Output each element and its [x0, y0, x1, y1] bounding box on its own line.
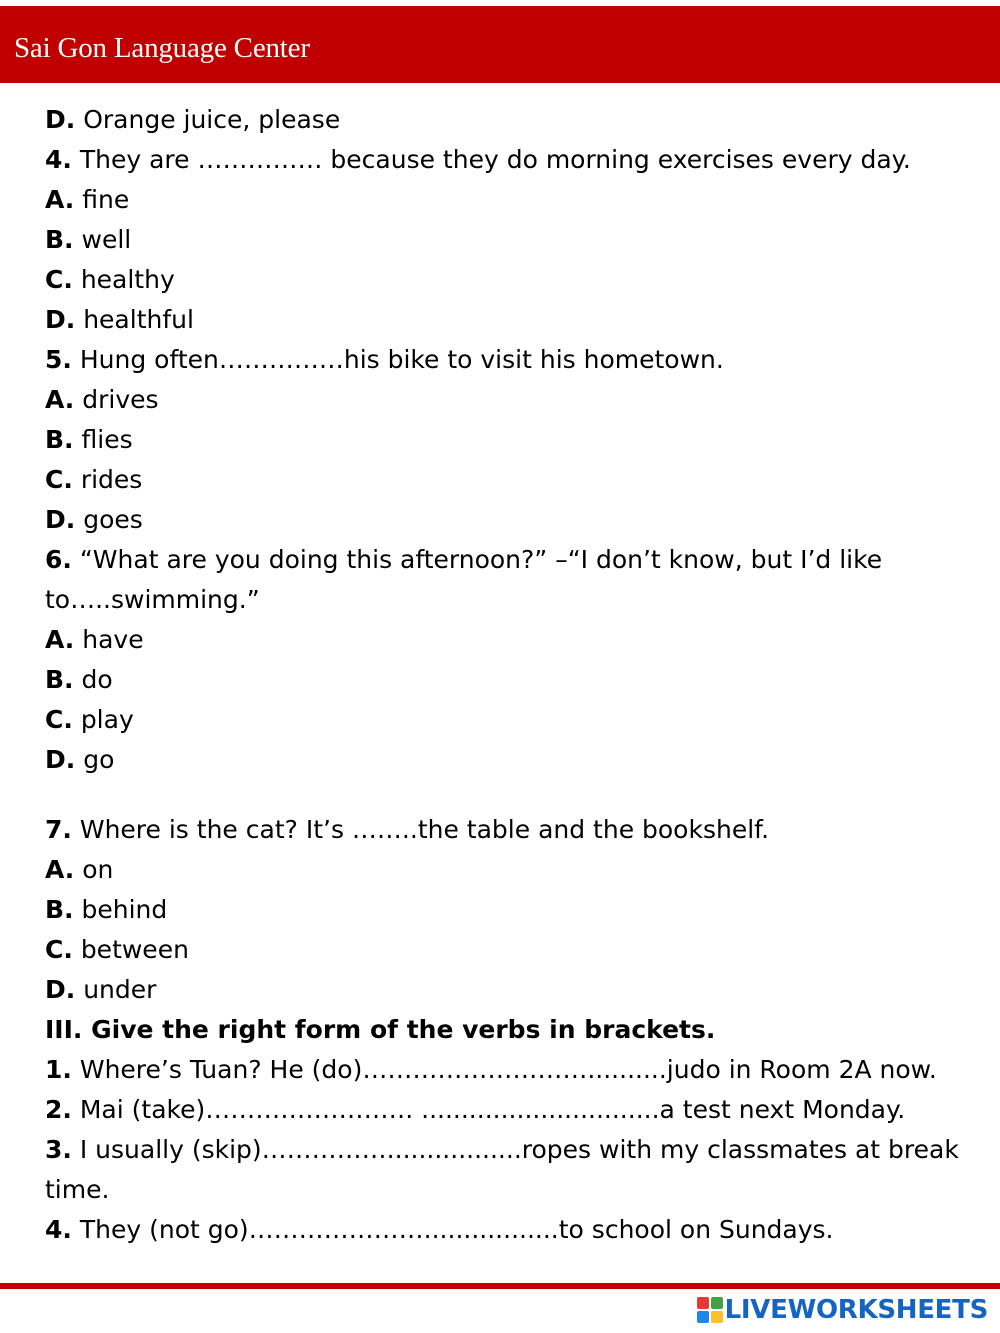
option-label: C.	[45, 465, 73, 494]
logo-text: LIVEWORKSHEETS	[724, 1295, 988, 1325]
question-number: 5.	[45, 345, 72, 374]
exercise-text: Where’s Tuan? He (do)………………………..........judo in Room 2A now.	[79, 1055, 937, 1084]
logo-square-blue	[697, 1311, 709, 1323]
exercise-text: Mai (take)……………………. ..............................a test next Monday.	[79, 1095, 906, 1124]
option-text: under	[83, 975, 157, 1004]
exercise-number: 4.	[45, 1215, 72, 1244]
option-label: B.	[45, 895, 74, 924]
question-text: “What are you doing this afternoon?” –“I don’t know, but I’d like to…..swimming.”	[45, 545, 883, 614]
option-label: C.	[45, 705, 73, 734]
option-label: B.	[45, 225, 74, 254]
exercise-text: They (not go)………………….................to school on Sundays.	[79, 1215, 834, 1244]
question-number: 7.	[45, 815, 72, 844]
question-text: Where is the cat? It’s ……..the table and the bookshelf.	[79, 815, 770, 844]
option-label: A.	[45, 625, 75, 654]
question-4-option-d[interactable]	[45, 300, 980, 340]
question-text: They are …………… because they do morning exercises every day.	[79, 145, 911, 174]
option-label: B.	[45, 665, 74, 694]
question-number: 6.	[45, 545, 72, 574]
option-label: D.	[45, 505, 76, 534]
option-text: rides	[80, 465, 143, 494]
question-5	[45, 340, 980, 380]
option-label: A.	[45, 185, 75, 214]
option-text: play	[80, 705, 134, 734]
question-7-option-d[interactable]	[45, 970, 980, 1010]
option-text: healthful	[83, 305, 194, 334]
logo-square-yellow	[711, 1311, 723, 1323]
question-6-option-c[interactable]	[45, 700, 980, 740]
exercise-number: 3.	[45, 1135, 72, 1164]
verb-exercise-2	[45, 1090, 980, 1130]
option-text: flies	[81, 425, 133, 454]
question-6-option-a[interactable]	[45, 620, 980, 660]
question-4-option-c[interactable]	[45, 260, 980, 300]
logo-square-red	[697, 1297, 709, 1309]
section-3-title: III. Give the right form of the verbs in brackets.	[45, 1015, 716, 1044]
option-label: A.	[45, 855, 75, 884]
option-text: behind	[81, 895, 168, 924]
question-6-option-d[interactable]	[45, 740, 980, 780]
question-7-option-a[interactable]	[45, 850, 980, 890]
question-6-option-b[interactable]	[45, 660, 980, 700]
question-5-option-a[interactable]	[45, 380, 980, 420]
option-label: D.	[45, 745, 76, 774]
question-7-option-b[interactable]	[45, 890, 980, 930]
option-label: D.	[45, 975, 76, 1004]
option-label: B.	[45, 425, 74, 454]
option-label: C.	[45, 935, 73, 964]
question-5-option-b[interactable]	[45, 420, 980, 460]
verb-exercise-3	[45, 1130, 980, 1210]
question-4-option-b[interactable]	[45, 220, 980, 260]
liveworksheets-logo-icon	[697, 1297, 723, 1323]
option-text: drives	[82, 385, 159, 414]
exercise-number: 1.	[45, 1055, 72, 1084]
exercise-text: I usually (skip)…………….................ropes with my classmates at break time.	[45, 1135, 959, 1204]
option-text: healthy	[80, 265, 175, 294]
question-7-option-c[interactable]	[45, 930, 980, 970]
page-title: Sai Gon Language Center	[14, 32, 310, 64]
question-4	[45, 140, 980, 180]
option-label: D.	[45, 105, 76, 134]
question-text: Hung often……………his bike to visit his hometown.	[79, 345, 724, 374]
option-text: Orange juice, please	[83, 105, 341, 134]
option-text: go	[83, 745, 115, 774]
option-text: between	[80, 935, 189, 964]
question-4-option-a[interactable]	[45, 180, 980, 220]
header-bar	[0, 6, 1000, 83]
exercise-number: 2.	[45, 1095, 72, 1124]
option-label: C.	[45, 265, 73, 294]
option-text: goes	[83, 505, 143, 534]
verb-exercise-1	[45, 1050, 980, 1090]
option-text: do	[81, 665, 113, 694]
option-text: have	[82, 625, 144, 654]
question-5-option-d[interactable]	[45, 500, 980, 540]
worksheet-content	[45, 100, 980, 1250]
question-6	[45, 540, 980, 620]
question-number: 4.	[45, 145, 72, 174]
question-5-option-c[interactable]	[45, 460, 980, 500]
option-text: well	[81, 225, 132, 254]
verb-exercise-4	[45, 1210, 980, 1250]
question-3-option-d	[45, 100, 980, 140]
footer-divider	[0, 1283, 1000, 1289]
question-7	[45, 810, 980, 850]
logo-square-green	[711, 1297, 723, 1309]
liveworksheets-logo[interactable]	[697, 1293, 988, 1327]
option-label: D.	[45, 305, 76, 334]
option-text: on	[82, 855, 114, 884]
option-label: A.	[45, 385, 75, 414]
option-text: fine	[82, 185, 130, 214]
